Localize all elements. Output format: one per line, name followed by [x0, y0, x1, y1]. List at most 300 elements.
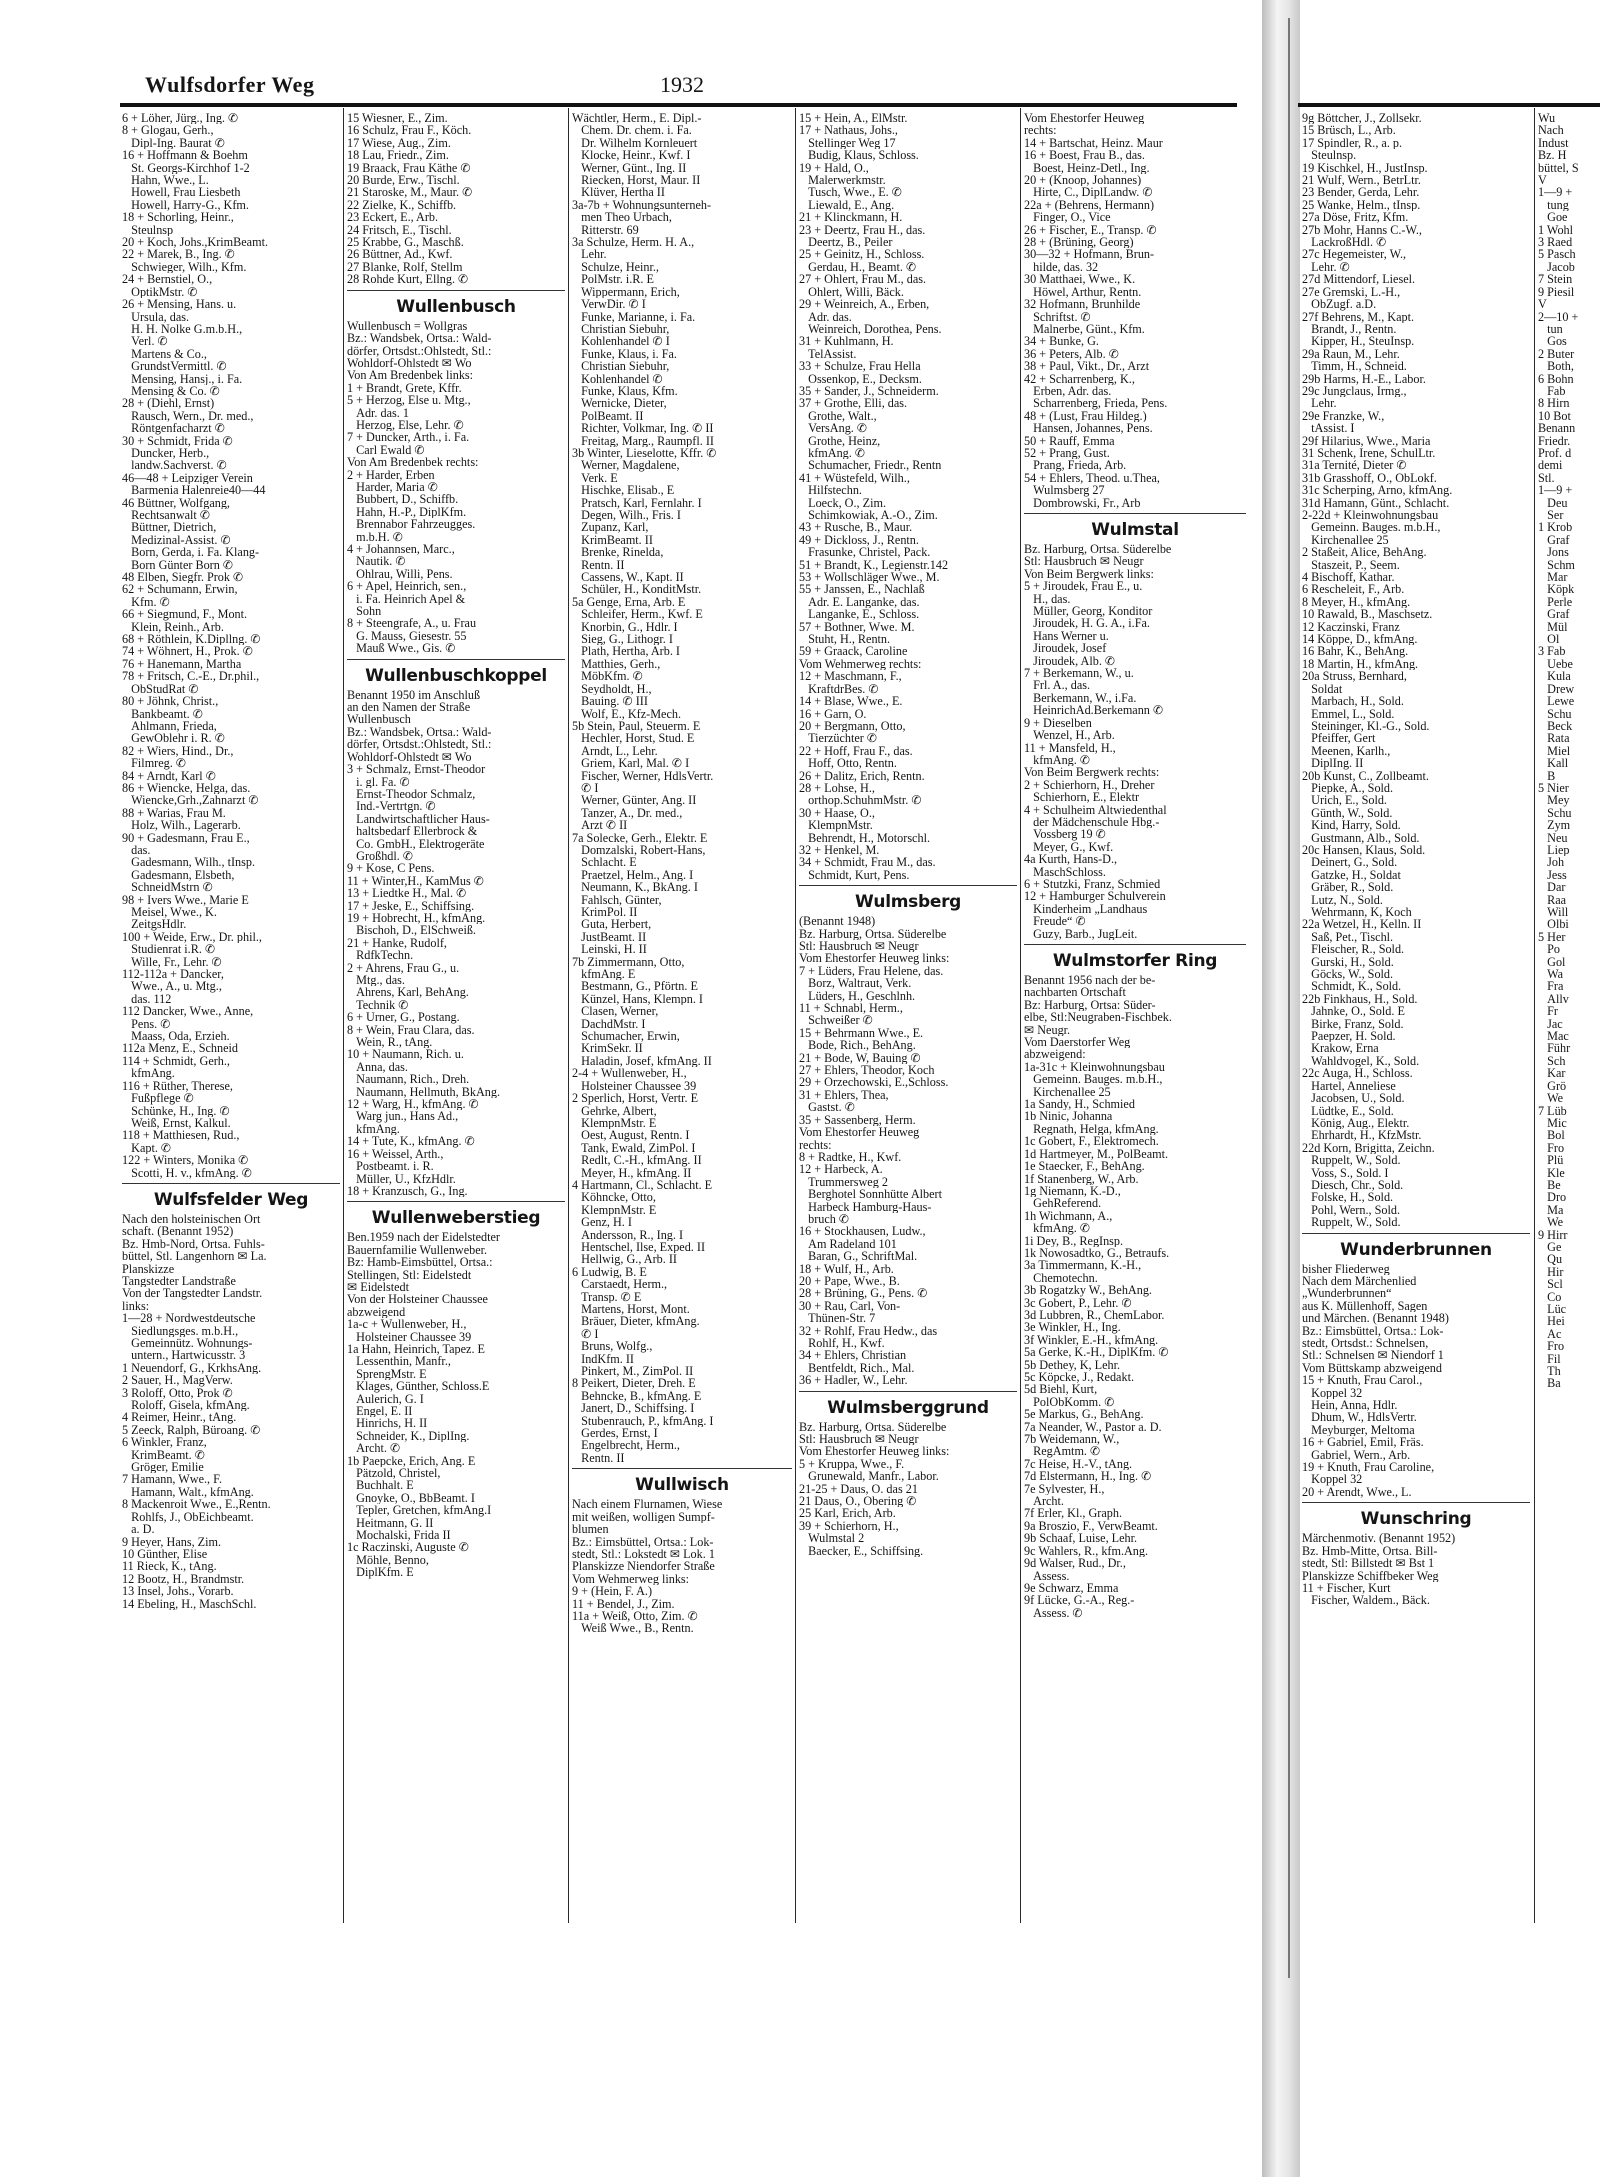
directory-entry: Deu [1538, 496, 1568, 509]
directory-entry: Schm [1538, 558, 1575, 572]
directory-entry: Andersson, R., Ing. I [572, 1228, 684, 1241]
directory-entry: 3c Gobert, P., Lehr. ✆ [1024, 1296, 1132, 1309]
directory-entry: Hahn, H.-P., DiplKfm. [347, 505, 467, 519]
directory-entry: Kirchenallee 25 [1302, 533, 1389, 547]
directory-entry: 15 + Behrmann Wwe., E. [799, 1026, 924, 1040]
directory-entry: 9 + Dieselben [1024, 716, 1092, 730]
directory-entry: 20 + (Knoop, Johannes) [1024, 174, 1142, 187]
directory-entry: 20a Struss, Bernhard, [1302, 670, 1407, 683]
directory-entry: Archt. ✆ [347, 1442, 401, 1455]
directory-entry: Bestmann, G., Pförtn. E [572, 980, 698, 993]
directory-entry: Stl: Hausbruch ✉ Neugr [799, 1433, 919, 1446]
directory-entry: 2 + Schierhorn, H., Dreher [1024, 778, 1155, 792]
directory-entry: Nach einem Flurnamen, Wiese [572, 1498, 723, 1511]
directory-entry: 5b Dethey, K, Lehr. [1024, 1358, 1121, 1371]
directory-entry: Emmel, L., Sold. [1302, 707, 1395, 720]
directory-entry: Stubenrauch, P., kfmAng. I [572, 1414, 714, 1428]
directory-entry: 8 + Glogau, Gerh., [122, 124, 214, 137]
directory-entry: 4 + Schulheim Altwiedenthal [1024, 803, 1167, 816]
directory-entry: Mey [1538, 794, 1570, 807]
directory-entry: Von Beim Bergwerk links: [1024, 567, 1154, 581]
directory-entry: 9 + (Hein, F. A.) [572, 1585, 653, 1598]
street-heading: Wullwisch [635, 1475, 729, 1496]
directory-entry: 12 + Maschmann, F., [799, 670, 902, 683]
directory-entry: 22 + Hoff, Frau F., das. [799, 744, 913, 758]
directory-entry: RdfkTechn. [347, 949, 414, 962]
directory-entry: Bol [1538, 1129, 1565, 1142]
directory-entry: 2 Buter [1538, 347, 1575, 361]
directory-entry: Wa [1538, 968, 1564, 981]
directory-entry: Meyer, G., Kwf. [1024, 840, 1114, 854]
directory-entry: Gemeinn. Bauges. m.b.H., [1302, 521, 1441, 534]
directory-entry: Steulnsp. [1302, 149, 1357, 162]
directory-entry: 1e Staecker, F., BehAng. [1024, 1160, 1145, 1173]
directory-entry: 3 Roloff, Otto, Prok ✆ [122, 1386, 233, 1400]
directory-entry: 3f Winkler, E.-H., kfmAng. [1024, 1333, 1159, 1347]
directory-entry: Hirte, C., DiplLandw. ✆ [1024, 186, 1153, 199]
directory-entry: Bräuer, Dieter, kfmAng. [572, 1315, 700, 1328]
directory-entry: Jahnke, O., Sold. E [1302, 1005, 1405, 1018]
directory-entry: Schmidt, K., Sold. [1302, 980, 1402, 993]
directory-entry: PolBeamt. II [572, 409, 644, 423]
directory-entry: Oest, August, Rentn. I [572, 1129, 690, 1142]
directory-entry: Uebe [1538, 657, 1573, 671]
directory-entry: Benannt 1956 nach der be- [1024, 974, 1156, 987]
directory-entry: 28 + (Brüning, Georg) [1024, 236, 1134, 249]
directory-entry: St. Georgs-Kirchhof 1-2 [122, 161, 250, 175]
directory-entry: 1 Krob [1538, 521, 1573, 534]
directory-entry: Stellingen, Stl: Eidelstedt [347, 1268, 472, 1281]
directory-entry: 28 Rohde Kurt, Ellng. ✆ [347, 273, 469, 286]
directory-entry: Tepler, Gretchen, kfmAng.I [347, 1504, 492, 1517]
directory-entry: Buchhalt. E [347, 1479, 414, 1492]
directory-entry: 3 + Schmalz, Ernst-Theodor [347, 763, 486, 776]
directory-entry: Scotti, H. v., kfmAng. ✆ [122, 1166, 252, 1179]
directory-entry: Filmreg. ✆ [122, 757, 187, 770]
directory-entry: 62 + Schumann, Erwin, [122, 583, 238, 596]
directory-entry: 27e Gremski, L.-H., [1302, 285, 1401, 299]
directory-entry: 34 + Bunke, G. [1024, 335, 1099, 348]
directory-entry: Rentn. II [572, 558, 625, 572]
directory-entry: Wohldorf-Ohlstedt ✉ Wo [347, 750, 472, 764]
directory-entry: 6 + Apel, Heinrich, sen., [347, 580, 467, 593]
directory-entry: abzweigend: [1024, 1048, 1086, 1061]
directory-entry: Nautik. ✆ [347, 555, 406, 568]
directory-entry: 1a Sandy, H., Schmied [1024, 1098, 1135, 1111]
directory-entry: 1c Gobert, F., Elektromech. [1024, 1135, 1159, 1148]
directory-entry: Mtg., das. [347, 974, 405, 987]
directory-entry: 6 + Stutzki, Franz, Schmied [1024, 877, 1161, 891]
directory-entry: 27 + Ohlert, Frau M., das. [799, 273, 927, 286]
directory-entry: 9 Piesil [1538, 285, 1575, 299]
directory-entry: V [1538, 174, 1547, 187]
directory-entry: 32 + Rohlf, Frau Hedw., das [799, 1324, 938, 1337]
directory-entry: Meyburger, Meltoma [1302, 1423, 1415, 1437]
directory-entry: 1 Wohl [1538, 223, 1574, 237]
directory-entry: 12 Bootz, H., Brandmstr. [122, 1572, 245, 1586]
directory-entry: Neu [1538, 831, 1568, 844]
directory-entry: 18 Lau, Friedr., Zim. [347, 149, 449, 162]
directory-entry: 30 Matthaei, Wwe., K. [1024, 273, 1136, 286]
street-heading: Wunschring [1360, 1509, 1472, 1530]
directory-entry: 42 + Scharrenberg, K., [1024, 372, 1135, 385]
directory-entry: Tangstedter Landstraße [122, 1274, 236, 1288]
directory-entry: Kipper, H., SteuInsp. [1302, 335, 1415, 348]
directory-entry: 25 Karl, Erich, Arb. [799, 1507, 896, 1520]
directory-entry: 23 Eckert, E., Arb. [347, 211, 439, 224]
directory-entry: 7 + Lüders, Frau Helene, das. [799, 964, 944, 978]
directory-entry: 32 + Henkel, M. [799, 843, 880, 857]
directory-entry: Ohlert, Willi, Bäck. [799, 285, 904, 299]
street-rule [347, 1201, 565, 1202]
directory-entry: 8 Meyer, H., kfmAng. [1302, 595, 1411, 609]
column-divider [1020, 108, 1021, 1923]
directory-entry: 3e Winkler, H., Ing. [1024, 1321, 1121, 1334]
directory-entry: Pratsch, Karl, Fernlahr. I [572, 496, 702, 509]
directory-entry: Funke, Klaus, Kfm. [572, 384, 678, 398]
directory-entry: 118 + Matthiesen, Rud., [122, 1129, 240, 1142]
directory-entry: Born Günter Born ✆ [122, 558, 234, 572]
directory-entry: Bankbeamt. ✆ [122, 707, 203, 720]
directory-entry: 32 Hofmann, Brunhilde [1024, 298, 1141, 311]
directory-entry: Lessenthin, Manfr., [347, 1355, 451, 1368]
directory-entry: IndKfm. II [572, 1352, 634, 1366]
directory-entry: Lehr. ✆ [1302, 260, 1350, 274]
directory-entry: nachbarten Ortschaft [1024, 986, 1126, 999]
directory-entry: 1 Neuendorf, G., KrkhsAng. [122, 1361, 262, 1375]
directory-entry: rechts: [1024, 124, 1057, 137]
directory-entry: Folske, H., Sold. [1302, 1191, 1394, 1204]
directory-entry: Gurski, H., Sold. [1302, 955, 1394, 969]
directory-entry: Wolf, E., Kfz-Mech. [572, 707, 682, 720]
directory-entry: Schu [1538, 707, 1572, 720]
directory-entry: KraftdrBes. ✆ [799, 682, 879, 696]
directory-entry: Siedlungsges. m.b.H., [122, 1324, 239, 1337]
directory-entry: 12 + Warg, H., kfmAng. ✆ [347, 1098, 479, 1111]
directory-entry: Degen, Wilh., Fris. I [572, 509, 681, 522]
directory-entry: Schimkowiak, A.-O., Zim. [799, 509, 938, 522]
directory-entry: 9a Broszio, F., VerwBeamt. [1024, 1519, 1158, 1533]
street-rule [572, 1468, 792, 1469]
directory-entry: Vom Büttskamp abzweigend [1302, 1361, 1442, 1375]
directory-entry: Schünke, H., Ing. ✆ [122, 1104, 230, 1117]
directory-entry: 21 + Klinckmann, H. [799, 211, 903, 224]
directory-entry: 36 + Hadler, W., Lehr. [799, 1374, 908, 1387]
directory-entry: Carl Ewald ✆ [347, 443, 425, 457]
directory-entry: Graf [1538, 608, 1570, 621]
directory-entry: Bischoh, D., ElSchweiß. [347, 924, 476, 937]
directory-entry: Wwe., A., u. Mtg., [122, 980, 222, 993]
directory-entry: Werner, Magdalene, [572, 459, 680, 472]
directory-entry: Steulnsp [122, 223, 174, 237]
directory-entry: 112a Menz, E., Schneid [122, 1042, 238, 1055]
directory-entry: Vossberg 19 ✆ [1024, 828, 1106, 841]
directory-entry: Weiß, Ernst, Kalkul. [122, 1116, 231, 1130]
directory-entry: aus K. Müllenhoff, Sagen [1302, 1299, 1428, 1313]
directory-entry: Bz. Hmb-Nord, Ortsa. Fuhls- [122, 1237, 265, 1251]
directory-entry: Vom Ehestorfer Heuweg [1024, 112, 1145, 125]
directory-entry: 98 + Ivers Wwe., Marie E [122, 893, 249, 906]
directory-entry: Wenzel, H., Arb. [1024, 729, 1115, 742]
directory-entry: 7 Stein [1538, 273, 1573, 286]
directory-column-7-partial [1538, 112, 1600, 1927]
directory-entry: 16 + Gabriel, Emil, Fräs. [1302, 1436, 1424, 1449]
directory-entry: Mensing & Co. ✆ [122, 384, 220, 398]
directory-entry: Krakow, Erna [1302, 1042, 1379, 1055]
directory-entry: Stellinger Weg 17 [799, 136, 896, 150]
directory-entry: Benann [1538, 422, 1576, 435]
directory-entry: 20 Burde, Erw., Tischl. [347, 174, 460, 187]
directory-entry: Po [1538, 943, 1561, 956]
directory-entry: Leinski, H. II [572, 943, 647, 956]
directory-entry: Gerdau, H., Beamt. ✆ [799, 260, 917, 274]
directory-entry: 3 Raed [1538, 236, 1573, 249]
directory-entry: 5 + Herzog, Else u. Mtg., [347, 394, 471, 407]
directory-entry: Bz.: Eimsbüttel, Ortsa.: Lok- [572, 1535, 714, 1548]
directory-entry: 27a Döse, Fritz, Kfm. [1302, 211, 1409, 224]
directory-entry: Grothe, Walt., [799, 409, 877, 423]
directory-entry: KlempnMstr. [799, 819, 873, 832]
directory-entry: 82 + Wiers, Hind., Dr., [122, 744, 234, 758]
directory-entry: Naumann, Hellmuth, BkAng. [347, 1085, 501, 1099]
directory-entry: 74 + Wöhnert, H., Prok. ✆ [122, 645, 253, 658]
directory-entry: Pohl, Wern., Sold. [1302, 1203, 1400, 1217]
directory-entry: mit weißen, wolligen Sumpf- [572, 1510, 715, 1524]
directory-entry: 23 Bender, Gerda, Lehr. [1302, 186, 1420, 199]
directory-entry: 29c Jungclaus, Irmg., [1302, 384, 1407, 398]
directory-entry: 17 + Nathaus, Johs., [799, 124, 898, 137]
directory-entry: Werner, Günt., Ing. II [572, 161, 687, 175]
street-rule [122, 1183, 340, 1184]
directory-entry: büttel, S [1538, 161, 1579, 175]
directory-entry: Fr [1538, 1005, 1558, 1018]
directory-entry: 3d Lubbren, R., ChemLabor. [1024, 1308, 1165, 1322]
directory-entry: 4 Hartmann, Cl., Schlacht. E [572, 1178, 713, 1192]
directory-entry: blumen [572, 1523, 609, 1536]
directory-entry: Schumacher, Friedr., Rentn [799, 459, 942, 472]
directory-entry: 7 Hamann, Wwe., F. [122, 1473, 223, 1486]
directory-entry: m.b.H. ✆ [347, 530, 403, 543]
directory-entry: 1c Raczinski, Auguste ✆ [347, 1541, 469, 1554]
directory-entry: Tierzüchter ✆ [799, 732, 878, 745]
directory-entry: stedt, Ortsdst.: Schnelsen, [1302, 1337, 1429, 1350]
directory-entry: Wu [1538, 112, 1556, 125]
directory-entry: Bz: Hamb-Eimsbüttel, Ortsa.: [347, 1256, 493, 1269]
directory-entry: 22 Zielke, K., Schiffb. [347, 198, 457, 212]
directory-entry: KrimBeamt. II [572, 533, 653, 547]
directory-entry: Baran, G., SchriftMal. [799, 1250, 918, 1263]
directory-column-5 [1024, 112, 1246, 1927]
street-heading: Wulmstorfer Ring [1052, 951, 1218, 971]
directory-entry: Heitmann, G. II [347, 1516, 434, 1530]
directory-entry: Adr. das. [799, 310, 852, 323]
directory-entry: Planskizze Niendorfer Straße [572, 1560, 715, 1573]
directory-entry: 1b Paepcke, Erich, Ang. E [347, 1454, 476, 1468]
directory-entry: 9 Heyer, Hans, Zim. [122, 1535, 222, 1548]
directory-entry: 1g Niemann, K.-D., [1024, 1184, 1121, 1198]
directory-entry: ✆ I [572, 1327, 599, 1341]
directory-column-3 [572, 112, 792, 1927]
directory-entry: ZeitgsHdlr. [122, 918, 187, 931]
header-rule [120, 103, 1237, 107]
directory-entry: Aulerich, G. I [347, 1392, 424, 1405]
directory-entry: men Theo Urbach, [572, 211, 672, 224]
book-gutter [1262, 0, 1300, 2177]
directory-entry: 20 + Arendt, Wwe., L. [1302, 1485, 1412, 1499]
directory-entry: 28 + Brüning, G., Pens. ✆ [799, 1287, 928, 1300]
directory-entry: KrimBeamt. ✆ [122, 1448, 205, 1462]
directory-entry: Schumacher, Erwin, [572, 1030, 680, 1043]
directory-entry: Soldat [1302, 682, 1343, 696]
directory-entry: Paepzer, H. Sold. [1302, 1030, 1396, 1043]
directory-entry: Vom Wehmerweg links: [572, 1572, 690, 1586]
directory-entry: 1k Nowosadtko, G., Betraufs. [1024, 1246, 1170, 1260]
directory-entry: Indust [1538, 136, 1569, 150]
directory-entry: 76 + Hanemann, Martha [122, 657, 242, 671]
street-heading: Wullenbusch [396, 296, 516, 317]
directory-entry: Bode, Rich., BehAng. [799, 1039, 916, 1052]
directory-entry: Möhle, Benno, [347, 1553, 429, 1567]
directory-entry: Ac [1538, 1327, 1562, 1341]
directory-entry: 78 + Fritsch, C.-E., Dr.phil., [122, 670, 260, 683]
directory-entry: tun [1538, 322, 1563, 336]
directory-entry: 6 + Urner, G., Postang. [347, 1011, 460, 1024]
directory-entry: Baecker, E., Schiffsing. [799, 1544, 924, 1558]
directory-entry: OptikMstr. ✆ [122, 285, 198, 299]
directory-entry: landw.Sachverst. ✆ [122, 459, 227, 472]
directory-entry: 57 + Bothner, Wwe. M. [799, 620, 915, 634]
directory-entry: 7a Neander, W., Pastor a. D. [1024, 1420, 1162, 1434]
directory-entry: Langanke, E., Schloss. [799, 608, 920, 621]
directory-entry: 6 Rescheleit, F., Arb. [1302, 583, 1405, 596]
directory-entry: Harder, Maria ✆ [347, 480, 438, 494]
directory-entry: Sieg, G., Lithogr. I [572, 633, 673, 646]
directory-entry: Köpk [1538, 583, 1575, 596]
directory-entry: ✉ Eidelstedt [347, 1280, 409, 1294]
directory-entry: Mic [1538, 1116, 1567, 1130]
directory-entry: 5d Biehl, Kurt, [1024, 1383, 1098, 1396]
directory-entry: Gerdes, Ernst, I [572, 1427, 658, 1440]
directory-entry: Bz. Harburg, Ortsa. Süderelbe [1024, 543, 1172, 556]
directory-entry: Von Am Bredenbek rechts: [347, 456, 479, 469]
directory-entry: Kind, Harry, Sold. [1302, 819, 1401, 832]
directory-entry: büttel, Stl. Langenhorn ✉ La. [122, 1250, 267, 1263]
directory-entry: 12 Kaczinski, Franz [1302, 620, 1400, 634]
directory-entry: Wein, R., tAng. [347, 1036, 433, 1049]
directory-entry: PolObKomm. ✆ [1024, 1395, 1115, 1409]
directory-entry: Plath, Hertha, Arb. I [572, 645, 680, 658]
page-header [120, 70, 1235, 102]
directory-entry: Vom Wehmerweg rechts: [799, 657, 922, 671]
directory-entry: 11 + Winter,H., KamMus ✆ [347, 874, 484, 888]
directory-entry: 33 + Schulze, Frau Hella [799, 360, 921, 373]
directory-entry: 9c Wahlers, R., kfm.Ang. [1024, 1544, 1149, 1558]
directory-entry: Frl. A., das. [1024, 679, 1091, 692]
directory-entry: 16 Bahr, K., BehAng. [1302, 645, 1409, 658]
directory-entry: Ruppelt, W., Sold. [1302, 1216, 1401, 1229]
directory-entry: GrundstVermittl. ✆ [122, 360, 227, 373]
directory-entry: RegAmtm. ✆ [1024, 1445, 1101, 1458]
directory-entry: Assess. [1024, 1569, 1070, 1582]
directory-entry: ✉ Neugr. [1024, 1023, 1071, 1037]
directory-entry: Vom Ehestorfer Heuweg links: [799, 952, 950, 965]
directory-entry: Deinert, G., Sold. [1302, 856, 1398, 869]
directory-entry: 10 Günther, Elise [122, 1547, 208, 1561]
directory-entry: 29e Franzke, W., [1302, 409, 1385, 423]
directory-entry: Rohlf, H., Kwf. [799, 1337, 885, 1350]
directory-entry: Hir [1538, 1265, 1564, 1279]
directory-entry: 9g Böttcher, J., Zollsekr. [1302, 112, 1422, 125]
directory-entry: Drew [1538, 682, 1575, 696]
directory-entry: 27 Blanke, Rolf, Stellm [347, 260, 463, 274]
directory-entry: Ser [1538, 509, 1564, 522]
directory-entry: Dombrowski, Fr., Arb [1024, 496, 1141, 509]
directory-entry: Fab [1538, 384, 1566, 398]
directory-entry: Ossenkop, E., Decksm. [799, 372, 922, 385]
directory-entry: Gatzke, H., Soldat [1302, 868, 1401, 882]
directory-entry: 27 + Ehlers, Theodor, Koch [799, 1064, 935, 1077]
directory-entry: abzweigend [347, 1305, 406, 1319]
directory-entry: der Mädchenschule Hbg.- [1024, 815, 1160, 829]
street-rule [1024, 513, 1246, 514]
directory-entry: 53 + Wollschläger Wwe., M. [799, 571, 940, 584]
directory-entry: 20 + Koch, Johs.,KrimBeamt. [122, 236, 269, 249]
directory-entry: 4a Kurth, Hans-D., [1024, 853, 1118, 866]
directory-entry: Wulmstal 2 [799, 1532, 865, 1545]
directory-entry: 9d Walser, Rud., Dr., [1024, 1557, 1126, 1570]
directory-entry: 1a-31c + Kleinwohnungsbau [1024, 1060, 1165, 1074]
directory-entry: Barmenia Halenreie40—44 [122, 484, 266, 497]
directory-entry: Stl: Hausbruch ✉ Neugr [1024, 555, 1144, 568]
directory-entry: 31d Hamann, Günt., Schlacht. [1302, 496, 1450, 509]
directory-entry: 11 Rieck, K., tAng. [122, 1560, 217, 1573]
directory-entry: Pens. ✆ [122, 1017, 171, 1031]
directory-entry: Allv [1538, 992, 1569, 1006]
directory-entry: 11 + Mansfeld, H., [1024, 741, 1116, 754]
directory-entry: kfmAng. ✆ [799, 446, 866, 460]
directory-entry: 20 + Pape, Wwe., B. [799, 1274, 900, 1288]
directory-entry: Richter, Volkmar, Ing. ✆ II [572, 422, 714, 435]
directory-entry: 112-112a + Dancker, [122, 968, 224, 981]
directory-entry: Stuht, H., Rentn. [799, 633, 891, 646]
directory-entry: Weiß Wwe., B., Rentn. [572, 1622, 694, 1635]
column-divider [795, 108, 796, 1923]
directory-entry: Genz, H. I [572, 1216, 632, 1229]
directory-entry: Praetzel, Helm., Ang. I [572, 868, 694, 882]
directory-entry: Jac [1538, 1017, 1563, 1031]
directory-entry: Müller, U., KfzHdlr. [347, 1172, 456, 1185]
street-heading: Wunderbrunnen [1340, 1239, 1492, 1260]
directory-entry: 16 + Garn, O. [799, 707, 867, 720]
directory-entry: a. D. [122, 1523, 155, 1536]
directory-entry: Regnath, Helga, kfmAng. [1024, 1122, 1159, 1136]
street-heading: Wulmstal [1091, 520, 1179, 540]
directory-entry: We [1538, 1092, 1564, 1105]
directory-entry: Tusch, Wwe., E. ✆ [799, 186, 902, 199]
directory-entry: Wulmsberg 27 [1024, 484, 1105, 497]
directory-entry: Haladin, Josef, kfmAng. II [572, 1054, 712, 1068]
page-header-street: Wulfsdorfer Weg [145, 72, 315, 97]
directory-entry: Prof. d [1538, 446, 1572, 460]
directory-entry: Lüders, H., Geschlnh. [799, 989, 916, 1003]
directory-entry: hilde, das. 32 [1024, 260, 1099, 274]
directory-entry: 116 + Rüther, Therese, [122, 1079, 233, 1093]
directory-entry: 26 + Fischer, E., Transp. ✆ [1024, 223, 1157, 237]
directory-entry: Zupanz, Karl, [572, 521, 649, 534]
directory-entry: Schierhorn, E., Elektr [1024, 791, 1140, 804]
directory-entry: 8 Peikert, Dieter, Dreh. E [572, 1377, 696, 1390]
street-rule [799, 885, 1017, 886]
